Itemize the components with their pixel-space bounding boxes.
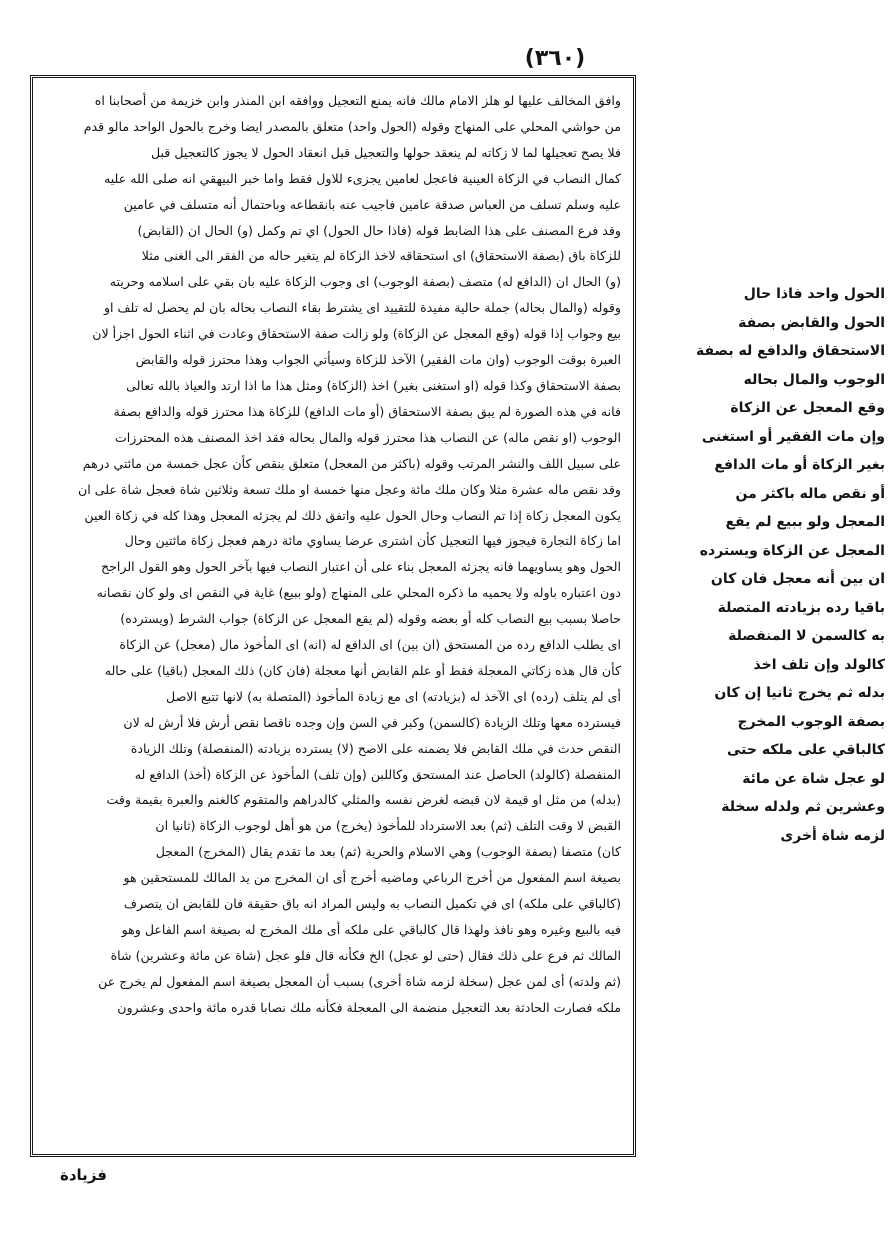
commentary-line: بصفة الاستحقاق وكذا قوله (او استغنى بغير) اخذ (الزكاة) ومثل هذا ما اذا ارتد والعياذ بالله تعالى [126, 377, 621, 393]
commentary-line: يكون المعجل زكاة إذا تم النصاب وحال الحول عليه واتفق ذلك لم يجزئه المعجل وهذا كله في زكاة العين [84, 507, 621, 523]
commentary-line: أى لم يتلف (رده) اى الآخذ له (بزيادته) اى مع زيادة المأخوذ (المتصلة به) لانها تتبع الاصل [166, 688, 621, 704]
commentary-line: وقد فرع المصنف على هذا الضابط قوله (فاذا حال الحول) اي تم وكمل (و) الحال ان (القابض) [137, 222, 621, 238]
main-commentary-frame [30, 75, 636, 1157]
matn-line: لزمه شاة أخرى [780, 827, 885, 844]
commentary-line: حاصلا بسبب بيع النصاب كله أو بعضه وقوله (لم يقع المعجل عن الزكاة) جواب الشرط (ويسترده) [120, 611, 621, 627]
commentary-line: العبرة بوقت الوجوب (وان مات الفقير) الآخذ للزكاة وسيأتي الجواب وهذا محترز قوله والقابض [135, 352, 621, 368]
matn-line: الوجوب والمال بحاله [743, 371, 885, 388]
matn-line: باقيا رده بزيادته المتصلة [717, 599, 885, 616]
matn-line: الاستحقاق والدافع له بصفة [695, 343, 885, 359]
commentary-line: فيه بالبيع وغيره وهو نافذ ولهذا قال كالباقي على ملكه أى ملك المخرج له بصيغة اسم الفاعل وهو [121, 922, 621, 937]
commentary-line: القبض لا وقت التلف (ثم) بعد الاسترداد للمأخوذ (يخرج) من هو أهل لوجوب الزكاة (ثانيا ان [155, 818, 621, 834]
matn-line: الحول واحد فاذا حال [743, 286, 885, 302]
commentary-line: فانه في هذه الصورة لم يبق بصفة الاستحقاق (أو مات الدافع) للزكاة هذا محترز قوله والدافع بصفة [113, 403, 621, 419]
commentary-line: عليه وسلم تسلف من العباس صدقة عامين فاجيب عنه بانقطاعه وباحتمال أنه متسلف في عامين [123, 196, 621, 212]
commentary-line: اى يطلب الدافع رده من المستحق (ان بين) اى الدافع له (انه) اى المأخوذ مال (معجل) عن الزكاة [119, 637, 621, 653]
matn-line: بغير الزكاة أو مات الدافع [714, 457, 885, 473]
commentary-line: بصيغة اسم المفعول من أخرج الرباعي وماضيه أخرج أى ان المخرج من يد المالك للمستحقين هو [123, 870, 621, 886]
commentary-line: دون اعتباره باوله ولا يحميه ما ذكره المحلي على المنهاج (ولو ببيع) غاية في النقص اى ولو كان نقصانه [96, 585, 621, 601]
matn-line: وعشرين ثم ولدله سخلة [721, 799, 885, 815]
matn-line: الحول والقابض بصفة [738, 314, 885, 331]
commentary-line: ملكه فصارت الحادثة بعد التعجيل منضمة الى المعجلة فكأنه ملك نصابا قدره مائة واحدى وعشرون [117, 999, 621, 1015]
page-number: (٣٦٠) [524, 46, 586, 71]
matn-line: ان بين أنه معجل فان كان [710, 571, 885, 587]
commentary-line: (ثم ولدته) أى لمن عجل (سخلة لزمه شاة أخرى) بسبب أن المعجل بصيغة اسم المفعول لم يخرج عن [98, 973, 621, 989]
commentary-line: بيع وجواب إذا قوله (وقع المعجل عن الزكاة) ولو زالت صفة الاستحقاق وعادت في اثناء الحول اجزأ لان [92, 326, 621, 342]
commentary-line: اما زكاة التجارة فيجوز فيها التعجيل كأن اشترى عرضا يساوي مائة درهم فعجل زكاة مائتين وحال [124, 533, 621, 549]
main-commentary-text [45, 88, 621, 1021]
commentary-line: للزكاة باق (بصفة الاستحقاق) اى استحقاقه لاخذ الزكاة لم يتغير حاله من الفقر الى الغنى مثلا [141, 248, 621, 264]
commentary-line: المالك ثم فرع على ذلك فقال (حتى لو عجل) الخ فكأنه قال فلو عجل (شاة عن مائة وعشرين) شاة [110, 947, 621, 963]
commentary-line: (و) الحال ان (الدافع له) متصف (بصفة الوجوب) اى وجوب الزكاة عليه بان بقي على اسلامه وحريته [109, 274, 621, 290]
marginal-matn-text [645, 280, 885, 850]
commentary-line: كمال النصاب في الزكاة العينية فاعجل لعامين يجزىء للاول فقط واما خبر البيهقي انه صلى الله عليه [104, 170, 621, 186]
matn-line: وإن مات الفقير أو استغنى [701, 428, 885, 445]
commentary-line: من حواشي المحلي على المنهاج وقوله (الحول واحد) متعلق بالمصدر ايضا وخرج بالحول الواحد مالو قدم [83, 118, 621, 134]
matn-line: به كالسمن لا المنفصلة [728, 628, 885, 644]
matn-line: وقع المعجل عن الزكاة [730, 400, 885, 416]
commentary-line: وافق المخالف عليها لو هلز الامام مالك فانه يمنع التعجيل ووافقه ابن المنذر وابن خزيمة من أصحابنا اه [94, 93, 621, 108]
matn-line: أو نقص ماله باكثر من [735, 485, 885, 502]
commentary-line: الحول وهو يساويهما فانه يجزئه المعجل بناء على أن اعتبار النصاب فيها بآخر الحول وهو القول الراجح [100, 559, 621, 575]
commentary-line: على سبيل اللف والنشر المرتب وقوله (باكثر من المعجل) متعلق بنقص كأن عجل خمسة من مائتي درهم [82, 455, 621, 471]
matn-line: كالباقي على ملكه حتى [726, 742, 885, 758]
catchword: فزيادة [60, 1166, 107, 1184]
commentary-line: وقوله (والمال بحاله) جملة حالية مفيدة للتقييد اى يشترط بقاء النصاب بحاله بان لم يحصل له تلف او [103, 300, 621, 316]
matn-line: المعجل عن الزكاة ويسترده [699, 542, 885, 559]
commentary-line: الوجوب (او نقص ماله) عن النصاب هذا محترز قوله والمال بحاله فقد اخذ المصنف هذه المحترزات [114, 429, 621, 445]
commentary-line: فيسترده معها وتلك الزيادة (كالسمن) وكبر في السن وإن وجده ناقصا نقص أرش فلا أرش له لان [123, 714, 621, 730]
commentary-line: وقد نقص ماله عشرة مثلا وكان ملك مائة وعجل منها خمسة او ملك تسعة وثلاثين شاة فعجل شاة على ان [78, 481, 621, 497]
commentary-line: المنفصلة (كالولد) الحاصل عند المستحق وكاللبن (وإن تلف) المأخوذ عن الزكاة (أخذ) الدافع له [134, 766, 621, 782]
matn-line: بدله ثم يخرج ثانيا إن كان [714, 685, 885, 701]
commentary-line: (كالباقي على ملكه) اى في تكميل النصاب به وليس المراد انه باق حقيقة فان للقابض ان يتصرف [123, 896, 621, 912]
matn-line: لو عجل شاة عن مائة [742, 770, 885, 787]
commentary-line: فلا يصح تعجيلها لما لا زكاته لم ينعقد حولها والتعجيل قبل انعقاد الحول لا يجوز كالتعجيل قبل [150, 144, 621, 160]
commentary-line: النقص حدث في ملك القابض فلا يضمنه على الاصح (لا) يسترده بزيادته (المنفصلة) وتلك الزيادة [130, 740, 621, 756]
matn-line: بصفة الوجوب المخرج [737, 713, 885, 730]
commentary-line: كأن قال هذه زكاتي المعجلة فقط أو علم القابض أنها معجلة (فان كان) ذلك المعجل (باقيا) على حاله [104, 662, 621, 678]
matn-line: المعجل ولو ببيع لم يقع [725, 514, 885, 530]
matn-line: كالولد وإن تلف اخذ [753, 656, 885, 673]
commentary-line: كان) متصفا (بصفة الوجوب) وهي الاسلام والحرية (ثم) بعد ما تقدم يقال (المخرج) المعجل [155, 844, 621, 860]
commentary-line: (بدله) من مثل او قيمة لان قبضه لغرض نفسه والمثلي كالدراهم والمتقوم كالغنم والعبرة بقيمة وقت [106, 792, 621, 808]
